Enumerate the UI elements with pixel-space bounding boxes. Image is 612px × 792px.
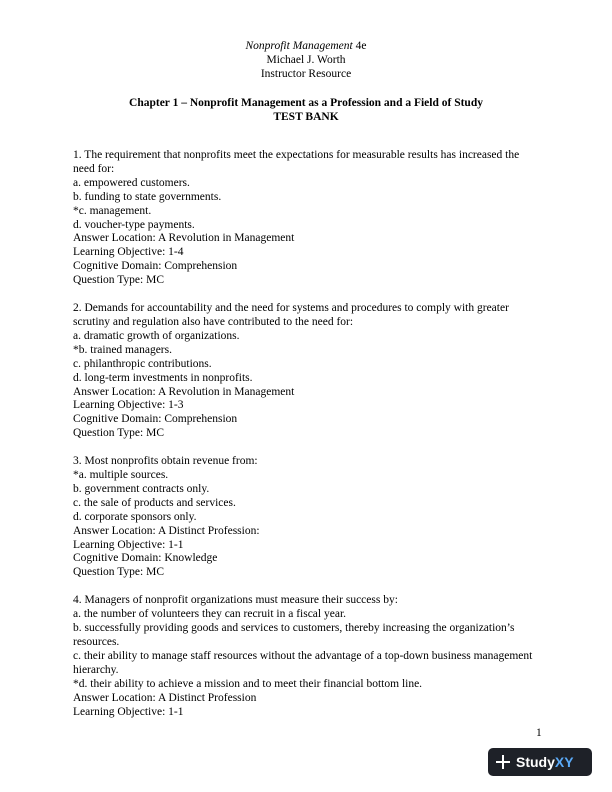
- question-line: 1. The requirement that nonprofits meet the expectations for measurable results has increased the need for:: [73, 149, 520, 175]
- studyxy-badge[interactable]: [488, 748, 592, 776]
- question-line: Learning Objective: 1-1: [73, 538, 184, 551]
- chapter-title: Chapter 1 – Nonprofit Management as a Profession and a Field of Study: [129, 97, 483, 109]
- question-line: Answer Location: A Distinct Profession:: [73, 524, 260, 537]
- question-line: 2. Demands for accountability and the need for systems and procedures to comply with greater scrutiny and regulation also have contributed to the need for:: [73, 302, 509, 328]
- question-line: Learning Objective: 1-3: [73, 399, 184, 412]
- question-line: Answer Location: A Revolution in Management: [73, 385, 295, 398]
- question-block: [73, 455, 543, 580]
- question-line: Answer Location: A Distinct Profession: [73, 691, 257, 704]
- question-block: [73, 149, 543, 288]
- question-line: *b. trained managers.: [73, 343, 172, 356]
- question-line: a. the number of volunteers they can recruit in a fiscal year.: [73, 608, 347, 621]
- book-title-line: [0, 39, 612, 53]
- author-name: Michael J. Worth: [266, 54, 346, 66]
- question-block: [73, 302, 543, 441]
- question-line: *a. multiple sources.: [73, 469, 169, 482]
- question-line: Cognitive Domain: Comprehension: [73, 413, 238, 426]
- chapter-heading: [0, 96, 612, 124]
- question-line: c. the sale of products and services.: [73, 496, 236, 509]
- brand-main: Study: [516, 754, 555, 770]
- page-number: 1: [536, 727, 542, 739]
- plus-icon: [496, 755, 510, 769]
- question-line: Answer Location: A Revolution in Management: [73, 232, 295, 245]
- question-line: d. voucher-type payments.: [73, 218, 195, 231]
- document-header: [0, 39, 612, 81]
- question-block: [73, 594, 543, 719]
- question-list: [73, 149, 543, 733]
- question-line: c. philanthropic contributions.: [73, 357, 212, 370]
- question-line: *d. their ability to achieve a mission and to meet their financial bottom line.: [73, 677, 423, 690]
- question-line: Learning Objective: 1-4: [73, 246, 184, 259]
- question-line: Cognitive Domain: Comprehension: [73, 260, 238, 273]
- question-line: b. government contracts only.: [73, 482, 210, 495]
- question-line: a. dramatic growth of organizations.: [73, 329, 240, 342]
- question-line: b. funding to state governments.: [73, 190, 222, 203]
- chapter-subtitle: TEST BANK: [273, 111, 339, 123]
- question-line: Question Type: MC: [73, 566, 164, 579]
- question-line: *c. management.: [73, 204, 152, 217]
- question-line: b. successfully providing goods and services to customers, thereby increasing the organization’s resources.: [73, 622, 515, 648]
- question-line: Question Type: MC: [73, 427, 164, 440]
- question-line: a. empowered customers.: [73, 176, 190, 189]
- book-title: Nonprofit Management: [245, 40, 353, 52]
- question-line: Question Type: MC: [73, 274, 164, 287]
- question-line: d. corporate sponsors only.: [73, 510, 197, 523]
- question-line: Cognitive Domain: Knowledge: [73, 552, 218, 565]
- question-line: d. long-term investments in nonprofits.: [73, 371, 253, 384]
- question-line: 4. Managers of nonprofit organizations must measure their success by:: [73, 594, 398, 607]
- question-line: 3. Most nonprofits obtain revenue from:: [73, 455, 258, 468]
- resource-label: Instructor Resource: [260, 68, 352, 80]
- book-edition: 4e: [352, 40, 367, 52]
- brand-accent: XY: [554, 754, 574, 770]
- question-line: Learning Objective: 1-1: [73, 705, 184, 718]
- question-line: c. their ability to manage staff resources without the advantage of a top-down business management hierarchy.: [73, 649, 533, 676]
